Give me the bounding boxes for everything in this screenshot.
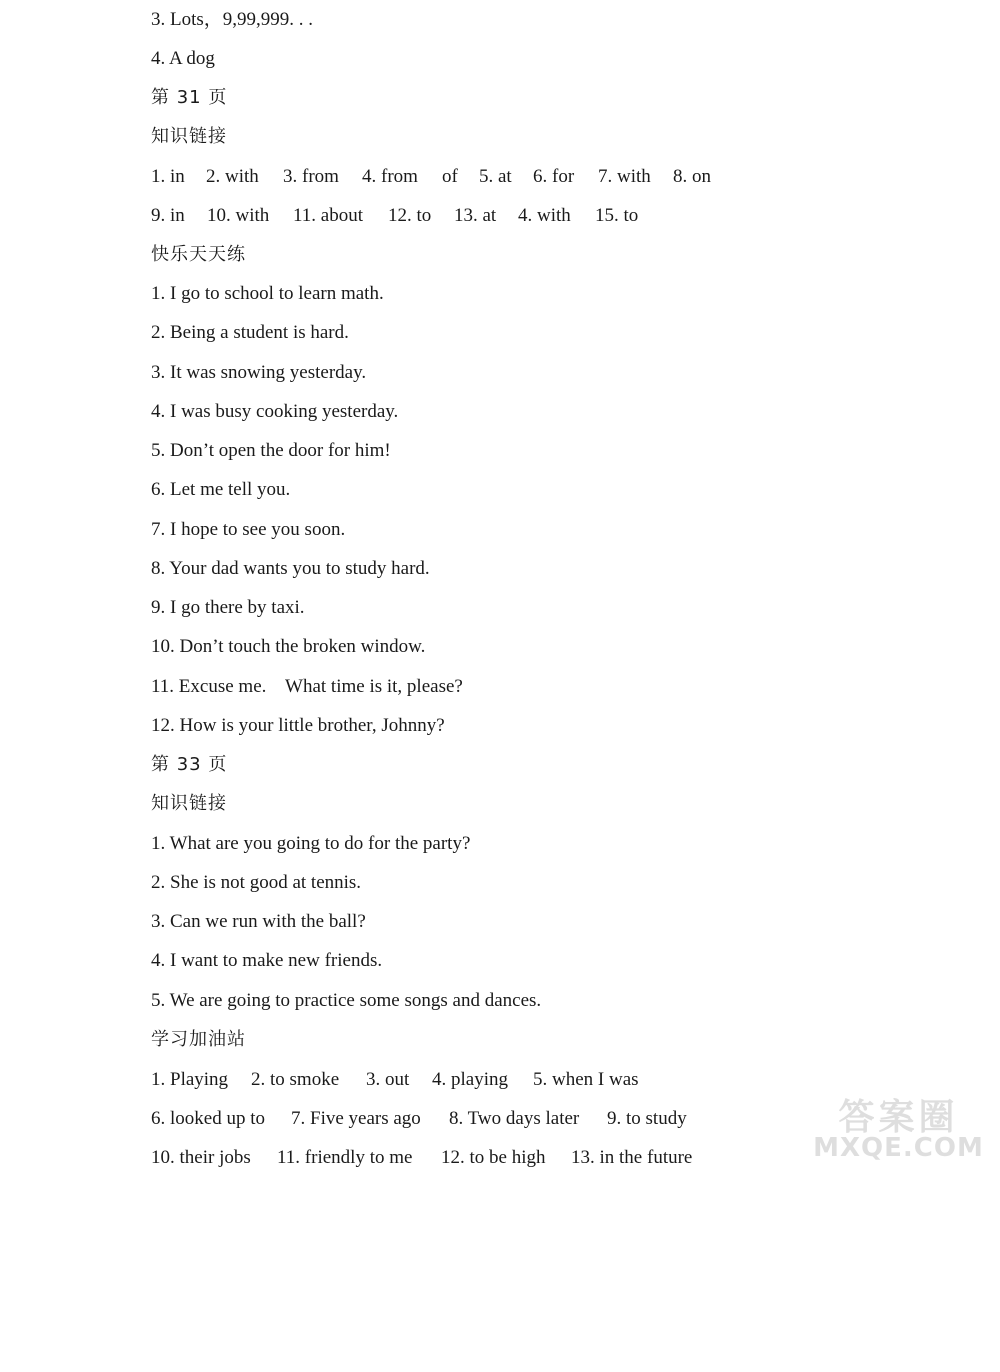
answer-item: 5. when I was	[533, 1069, 639, 1090]
answer-line: 5. We are going to practice some songs and dances.	[151, 990, 542, 1011]
section-heading: 知识链接	[151, 793, 227, 814]
answer-item: 15. to	[595, 205, 639, 226]
answer-item: 6. looked up to	[151, 1108, 265, 1129]
answer-item: 8. on	[673, 166, 711, 187]
answer-line: 4. I was busy cooking yesterday.	[151, 401, 399, 422]
answer-line: 3. It was snowing yesterday.	[151, 362, 367, 383]
answer-item: 2. to smoke	[251, 1069, 340, 1090]
section-heading: 快乐天天练	[151, 244, 246, 265]
answer-item: 12. to be high	[441, 1147, 546, 1168]
answer-item: 4. playing	[432, 1069, 508, 1090]
answer-line: 10. Don’t touch the broken window.	[151, 636, 426, 657]
answer-line: 2. Being a student is hard.	[151, 322, 349, 343]
answer-item: 6. for	[533, 166, 575, 187]
answer-line: 12. How is your little brother, Johnny?	[151, 715, 445, 736]
section-page-heading: 第 33 页	[151, 754, 228, 775]
site-watermark-logo	[811, 1089, 986, 1169]
answer-line: 7. I hope to see you soon.	[151, 519, 346, 540]
answer-item: 4. with	[518, 205, 571, 226]
answer-line: 9. I go there by taxi.	[151, 597, 305, 618]
answer-item: 9. in	[151, 205, 185, 226]
section-heading: 学习加油站	[151, 1029, 246, 1050]
answer-row	[151, 1138, 721, 1177]
answer-row	[151, 157, 751, 196]
section-page-heading: 第 31 页	[151, 87, 228, 108]
answer-item: 5. at	[479, 166, 512, 187]
answer-item: 10. their jobs	[151, 1147, 251, 1168]
answer-item: 13. at	[454, 205, 497, 226]
answer-item: 11. friendly to me	[277, 1147, 413, 1168]
answer-item: 12. to	[388, 205, 432, 226]
answer-row	[151, 1060, 671, 1099]
answer-item: of	[442, 166, 458, 187]
answer-item: 13. in the future	[571, 1147, 693, 1168]
answer-line: 1. What are you going to do for the party?	[151, 833, 471, 854]
answer-item: 9. to study	[607, 1108, 687, 1129]
answer-line: 8. Your dad wants you to study hard.	[151, 558, 430, 579]
answer-line: 3. Can we run with the ball?	[151, 911, 366, 932]
answer-line: 4. I want to make new friends.	[151, 950, 383, 971]
answer-line: 4. A dog	[151, 48, 215, 69]
answer-item: 10. with	[207, 205, 270, 226]
section-heading: 知识链接	[151, 126, 227, 147]
watermark-domain: MXQE.COM	[813, 1133, 984, 1163]
answer-line: 5. Don’t open the door for him!	[151, 440, 391, 461]
answer-row	[151, 1099, 711, 1138]
answer-item: 2. with	[206, 166, 259, 187]
answer-line: 2. She is not good at tennis.	[151, 872, 362, 893]
answer-item: 1. Playing	[151, 1069, 229, 1090]
watermark-title: 答案圈	[838, 1097, 959, 1138]
answer-item: 7. with	[598, 166, 651, 187]
answer-item: 11. about	[293, 205, 364, 226]
answer-item: 4. from	[362, 166, 418, 187]
answer-item: 3. out	[366, 1069, 410, 1090]
answer-item: 7. Five years ago	[291, 1108, 421, 1129]
answer-line: 1. I go to school to learn math.	[151, 283, 384, 304]
answer-item: 1. in	[151, 166, 185, 187]
answer-line: 6. Let me tell you.	[151, 479, 291, 500]
answer-line: 11. Excuse me. What time is it, please?	[151, 676, 463, 697]
answer-line: 3. Lots，9,99,999. . .	[151, 9, 314, 30]
answer-item: 8. Two days later	[449, 1108, 580, 1129]
answer-item: 3. from	[283, 166, 339, 187]
answer-row	[151, 196, 671, 235]
